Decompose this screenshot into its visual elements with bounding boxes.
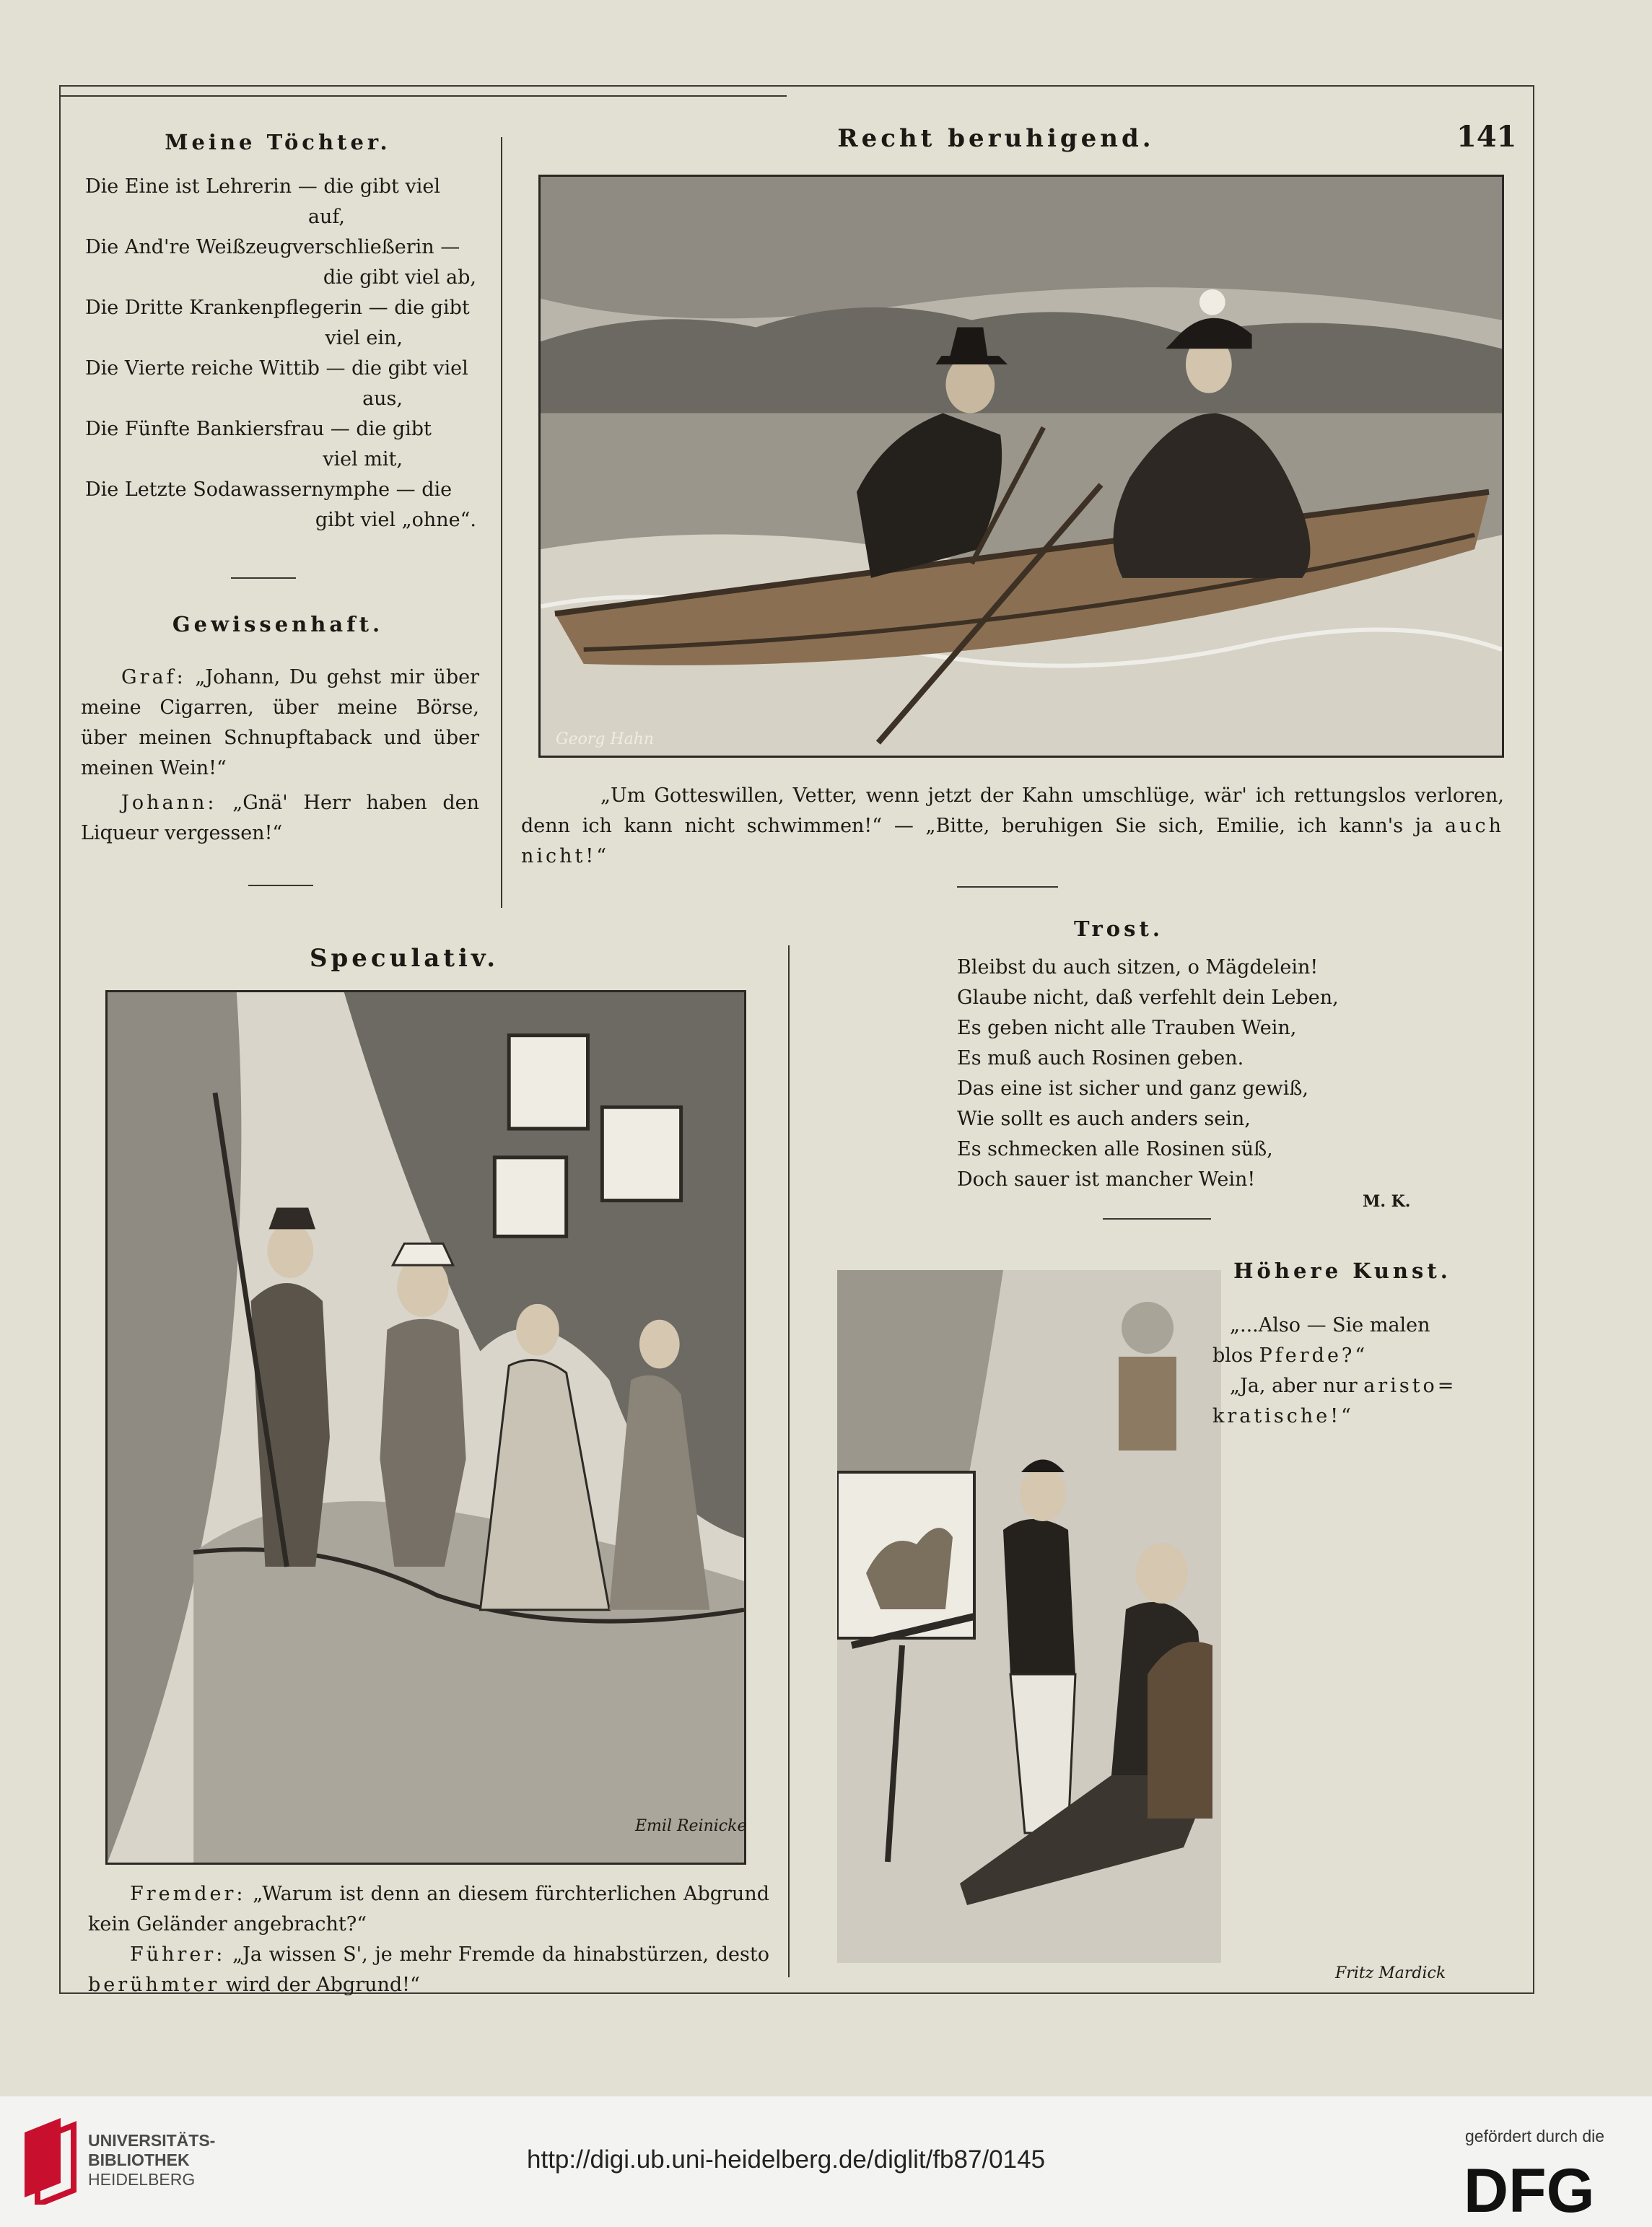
anecdote-title-gewissenhaft: Gewissenhaft. — [172, 612, 384, 636]
dialogue-johann — [81, 788, 479, 849]
separator-rule — [1103, 1218, 1211, 1220]
poem-author: M. K. — [1363, 1192, 1411, 1211]
separator-rule — [231, 577, 296, 579]
library-name-line: UNIVERSITÄTS- — [88, 2131, 216, 2150]
dialogue-text: „Gnä' Herr haben den Liqueur vergessen!“ — [81, 792, 479, 844]
poem-line: Wie sollt es auch anders sein, — [957, 1108, 1251, 1130]
dialogue-text: „Warum ist denn an diesem fürchterlichen Abgrund kein Geländer angebracht?“ — [88, 1883, 769, 1935]
speaker-fremder: Fremder: — [130, 1883, 246, 1905]
poem-line: Das eine ist sicher und ganz gewiß, — [957, 1077, 1308, 1100]
poem-line: gibt viel „ohne“. — [315, 509, 476, 531]
poem-line: Es muß auch Rosinen geben. — [957, 1047, 1244, 1069]
cartoon-caption-recht-beruhigend — [521, 781, 1504, 872]
digitization-footer — [0, 2096, 1652, 2227]
library-name — [88, 2131, 215, 2189]
caption-line — [1212, 1371, 1516, 1401]
dfg-logo-text: DFG — [1464, 2160, 1595, 2218]
dialogue-graf — [81, 662, 479, 784]
illustration-mountain-cliff — [105, 990, 746, 1865]
illustration-rowing-boat — [538, 175, 1504, 758]
library-name-line: HEIDELBERG — [88, 2170, 196, 2189]
funding-label: gefördert durch die — [1465, 2127, 1605, 2145]
caption-emphasis: aristo= — [1363, 1375, 1457, 1397]
poem-line: viel ein, — [325, 327, 403, 349]
speaker-graf: Graf: — [121, 666, 186, 688]
cartoon-title-hoehere-kunst: Höhere Kunst. — [1233, 1259, 1451, 1283]
speaker-johann: Johann: — [121, 792, 217, 814]
cliff-engraving — [108, 992, 747, 1863]
caption-emphasis: auch nicht! — [521, 815, 1504, 867]
caption-text: blos — [1212, 1344, 1259, 1367]
poem-line: Doch sauer ist mancher Wein! — [957, 1168, 1256, 1191]
illustrator-signature: Georg Hahn — [556, 730, 655, 748]
boat-engraving — [541, 177, 1502, 756]
dialogue-text: „Ja wissen S', je mehr Fremde da hinabstürzen, desto — [232, 1943, 769, 1966]
poem-line: die gibt viel ab, — [323, 266, 476, 289]
studio-engraving — [837, 1270, 1221, 1963]
caption-line — [1212, 1341, 1516, 1371]
separator-rule — [248, 885, 313, 886]
page-number: 141 — [1456, 120, 1517, 154]
poem-line: aus, — [362, 388, 403, 410]
speaker-fuehrer: Führer: — [130, 1943, 226, 1966]
poem-line: Die Vierte reiche Wittib — die gibt viel — [85, 357, 468, 380]
poem-line: Es geben nicht alle Trauben Wein, — [957, 1017, 1297, 1039]
caption-emphasis: Pferde? — [1259, 1344, 1355, 1367]
caption-text-end: “ — [596, 845, 607, 867]
illustrator-signature: Fritz Mardick — [1335, 1964, 1446, 1982]
poem-title-trost: Trost. — [1074, 916, 1163, 941]
poem-line: Die Letzte Sodawassernymphe — die — [85, 478, 453, 501]
caption-text: “ — [1341, 1405, 1351, 1427]
separator-rule — [957, 886, 1058, 888]
poem-meine-toechter — [85, 172, 482, 535]
anecdote-gewissenhaft — [81, 662, 479, 849]
column-divider-top — [501, 137, 502, 908]
illustrator-signature: Emil Reinicke — [635, 1817, 747, 1835]
dialogue-fremder — [88, 1879, 769, 1940]
dfg-logo-icon — [1464, 2160, 1631, 2218]
illustration-painter-studio — [837, 1270, 1221, 1963]
cartoon-title-recht-beruhigend: Recht beruhigend. — [837, 124, 1155, 153]
caption-text: „Um Gotteswillen, Vetter, wenn jetzt der Kahn umschlüge, wär' ich rettungslos verloren, denn ich kann nicht schwimmen!“ — „Bitte, beruhigen Sie sich, Emilie, ich kann's ja — [521, 784, 1504, 837]
caption-line — [1212, 1401, 1516, 1432]
permalink-url[interactable]: http://digi.ub.uni-heidelberg.de/diglit/fb87/0145 — [527, 2145, 1046, 2174]
dialogue-text-end: wird der Abgrund!“ — [219, 1974, 420, 1996]
top-rule-left — [59, 95, 787, 97]
poem-line: Glaube nicht, daß verfehlt dein Leben, — [957, 986, 1339, 1009]
poem-line: Die Dritte Krankenpflegerin — die gibt — [85, 297, 470, 319]
library-name-line: BIBLIOTHEK — [88, 2151, 190, 2169]
dialogue-text: „Johann, Du gehst mir über meine Cigarren, über meine Börse, über meinen Schnupftaback und über meinen Wein!“ — [81, 666, 479, 779]
poem-line: Die Fünfte Bankiersfrau — die gibt — [85, 418, 432, 440]
cartoon-caption-speculativ — [88, 1879, 769, 2000]
caption-text: „...Also — Sie malen — [1230, 1314, 1430, 1336]
library-logo-icon — [17, 2118, 82, 2205]
poem-line: Die Eine ist Lehrerin — die gibt viel — [85, 175, 440, 198]
caption-emphasis: kratische! — [1212, 1405, 1342, 1427]
poem-title-meine-toechter: Meine Töchter. — [165, 130, 391, 154]
dialogue-fuehrer — [88, 1940, 769, 2000]
dialogue-emphasis: berühmter — [88, 1974, 220, 1996]
poem-line: auf, — [307, 206, 345, 228]
poem-trost — [957, 953, 1404, 1195]
poem-line: Bleibst du auch sitzen, o Mägdelein! — [957, 956, 1319, 979]
poem-line: Es schmecken alle Rosinen süß, — [957, 1138, 1273, 1160]
caption-paragraph — [521, 781, 1504, 872]
caption-line — [1212, 1311, 1516, 1341]
poem-line: Die And're Weißzeugverschließerin — — [85, 236, 460, 258]
caption-text: „Ja, aber nur — [1230, 1375, 1364, 1397]
poem-line: viel mit, — [323, 448, 403, 471]
caption-text: “ — [1355, 1344, 1365, 1367]
column-divider-bottom — [788, 945, 790, 1977]
cartoon-caption-hoehere-kunst — [1212, 1311, 1516, 1432]
cartoon-title-speculativ: Speculativ. — [309, 944, 499, 973]
